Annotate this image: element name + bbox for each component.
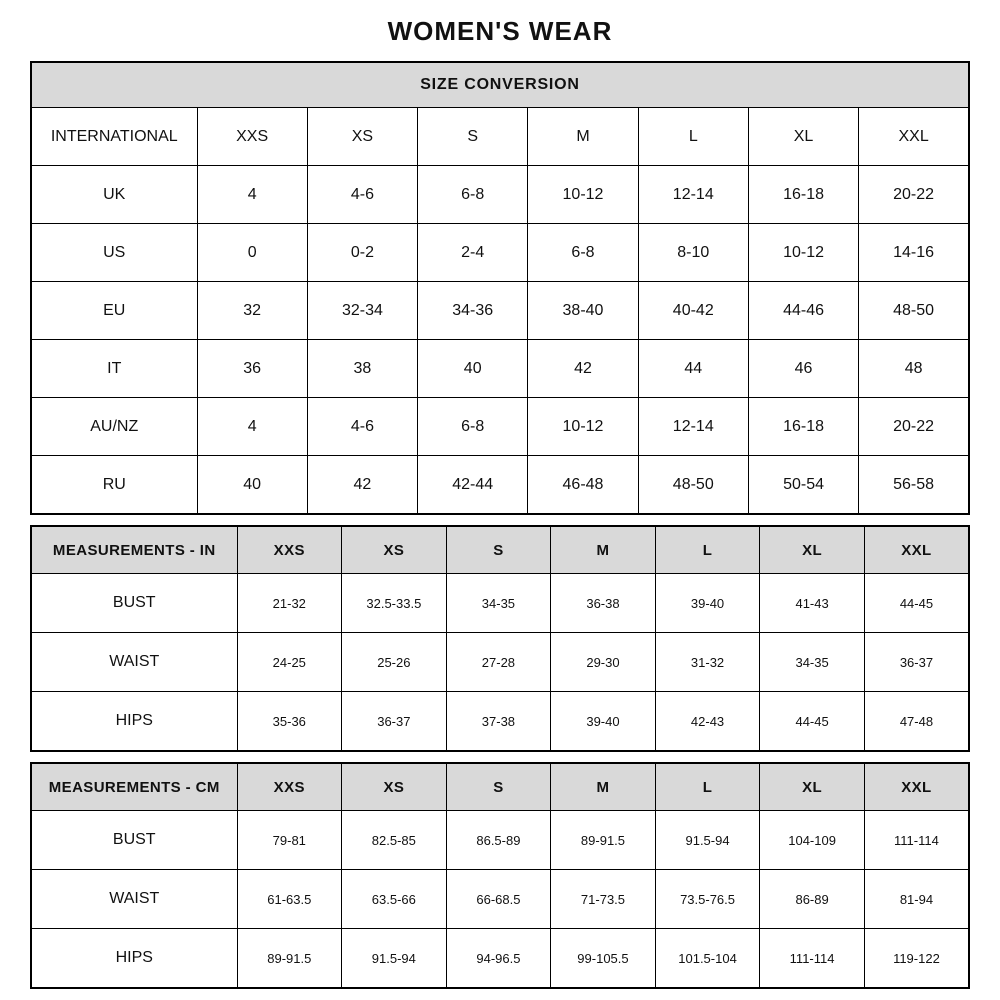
- value-cell: 14-16: [859, 224, 969, 282]
- value-cell: 46: [748, 340, 858, 398]
- value-cell: 37-38: [446, 692, 551, 752]
- value-cell: 48-50: [859, 282, 969, 340]
- value-cell: 2-4: [418, 224, 528, 282]
- value-cell: 34-35: [760, 633, 865, 692]
- value-cell: M: [528, 108, 638, 166]
- measurements-cm-table: [30, 762, 970, 989]
- value-cell: 86.5-89: [446, 811, 551, 870]
- value-cell: 94-96.5: [446, 929, 551, 989]
- value-cell: XXS: [197, 108, 307, 166]
- value-cell: 99-105.5: [551, 929, 656, 989]
- value-cell: 104-109: [760, 811, 865, 870]
- value-cell: XS: [307, 108, 417, 166]
- size-conversion-title: SIZE CONVERSION: [31, 62, 969, 108]
- size-col-header: M: [551, 526, 656, 574]
- value-cell: 32: [197, 282, 307, 340]
- value-cell: 119-122: [864, 929, 969, 989]
- page-title: WOMEN'S WEAR: [387, 16, 613, 46]
- table-row: [31, 633, 969, 692]
- table-row: [31, 108, 969, 166]
- value-cell: 16-18: [748, 166, 858, 224]
- value-cell: 20-22: [859, 166, 969, 224]
- value-cell: 25-26: [342, 633, 447, 692]
- row-label: HIPS: [31, 929, 237, 989]
- row-label: HIPS: [31, 692, 237, 752]
- value-cell: 38: [307, 340, 417, 398]
- value-cell: 36-37: [864, 633, 969, 692]
- value-cell: 42: [307, 456, 417, 515]
- value-cell: 44-45: [760, 692, 865, 752]
- value-cell: 4-6: [307, 166, 417, 224]
- row-label: UK: [31, 166, 197, 224]
- value-cell: 10-12: [528, 398, 638, 456]
- value-cell: 31-32: [655, 633, 760, 692]
- value-cell: 48-50: [638, 456, 748, 515]
- row-label: US: [31, 224, 197, 282]
- row-label: INTERNATIONAL: [31, 108, 197, 166]
- size-col-header: XXS: [237, 526, 342, 574]
- value-cell: 71-73.5: [551, 870, 656, 929]
- value-cell: 12-14: [638, 398, 748, 456]
- measurements-in-title: MEASUREMENTS - IN: [31, 526, 237, 574]
- value-cell: 73.5-76.5: [655, 870, 760, 929]
- value-cell: XL: [748, 108, 858, 166]
- value-cell: 36-37: [342, 692, 447, 752]
- value-cell: 8-10: [638, 224, 748, 282]
- row-label: RU: [31, 456, 197, 515]
- value-cell: 21-32: [237, 574, 342, 633]
- table-row: [31, 166, 969, 224]
- value-cell: 50-54: [748, 456, 858, 515]
- value-cell: 6-8: [528, 224, 638, 282]
- value-cell: 41-43: [760, 574, 865, 633]
- row-label: EU: [31, 282, 197, 340]
- value-cell: 0-2: [307, 224, 417, 282]
- value-cell: 82.5-85: [342, 811, 447, 870]
- table-gap: [30, 752, 970, 762]
- measurements-cm-body: [31, 811, 969, 989]
- value-cell: 6-8: [418, 166, 528, 224]
- value-cell: 61-63.5: [237, 870, 342, 929]
- value-cell: 40: [197, 456, 307, 515]
- value-cell: 44-45: [864, 574, 969, 633]
- value-cell: 4: [197, 166, 307, 224]
- size-conversion-table: [30, 61, 970, 515]
- value-cell: 46-48: [528, 456, 638, 515]
- value-cell: 10-12: [528, 166, 638, 224]
- value-cell: 91.5-94: [342, 929, 447, 989]
- table-row: [31, 398, 969, 456]
- table-row: [31, 929, 969, 989]
- value-cell: 40-42: [638, 282, 748, 340]
- table-gap: [30, 515, 970, 525]
- measurements-in-table: [30, 525, 970, 752]
- value-cell: 34-35: [446, 574, 551, 633]
- table-row: [31, 340, 969, 398]
- table-row: [31, 692, 969, 752]
- size-col-header: XL: [760, 763, 865, 811]
- size-col-header: XXS: [237, 763, 342, 811]
- value-cell: 89-91.5: [237, 929, 342, 989]
- value-cell: 0: [197, 224, 307, 282]
- value-cell: 63.5-66: [342, 870, 447, 929]
- value-cell: 4: [197, 398, 307, 456]
- value-cell: 24-25: [237, 633, 342, 692]
- value-cell: S: [418, 108, 528, 166]
- size-col-header: S: [446, 526, 551, 574]
- value-cell: 40: [418, 340, 528, 398]
- value-cell: 47-48: [864, 692, 969, 752]
- size-col-header: XXL: [864, 526, 969, 574]
- value-cell: 44-46: [748, 282, 858, 340]
- value-cell: L: [638, 108, 748, 166]
- value-cell: 16-18: [748, 398, 858, 456]
- value-cell: 29-30: [551, 633, 656, 692]
- size-col-header: XS: [342, 526, 447, 574]
- value-cell: 39-40: [551, 692, 656, 752]
- size-col-header: M: [551, 763, 656, 811]
- row-label: AU/NZ: [31, 398, 197, 456]
- value-cell: 32.5-33.5: [342, 574, 447, 633]
- table-row: [31, 456, 969, 515]
- table-row: [31, 574, 969, 633]
- value-cell: 34-36: [418, 282, 528, 340]
- row-label: WAIST: [31, 633, 237, 692]
- value-cell: 38-40: [528, 282, 638, 340]
- value-cell: 20-22: [859, 398, 969, 456]
- size-col-header: XL: [760, 526, 865, 574]
- value-cell: 12-14: [638, 166, 748, 224]
- size-col-header: L: [655, 763, 760, 811]
- value-cell: 86-89: [760, 870, 865, 929]
- table-row: [31, 224, 969, 282]
- value-cell: 79-81: [237, 811, 342, 870]
- table-row: [31, 811, 969, 870]
- value-cell: 35-36: [237, 692, 342, 752]
- value-cell: 32-34: [307, 282, 417, 340]
- table-row: [31, 870, 969, 929]
- value-cell: 42-44: [418, 456, 528, 515]
- value-cell: 91.5-94: [655, 811, 760, 870]
- value-cell: 27-28: [446, 633, 551, 692]
- size-col-header: XS: [342, 763, 447, 811]
- size-col-header: S: [446, 763, 551, 811]
- value-cell: 66-68.5: [446, 870, 551, 929]
- size-conversion-body: [31, 108, 969, 515]
- measurements-cm-title: MEASUREMENTS - CM: [31, 763, 237, 811]
- value-cell: XXL: [859, 108, 969, 166]
- value-cell: 42: [528, 340, 638, 398]
- row-label: BUST: [31, 811, 237, 870]
- value-cell: 44: [638, 340, 748, 398]
- value-cell: 36: [197, 340, 307, 398]
- size-conversion-banner-row: [31, 62, 969, 108]
- value-cell: 81-94: [864, 870, 969, 929]
- row-label: WAIST: [31, 870, 237, 929]
- row-label: BUST: [31, 574, 237, 633]
- value-cell: 36-38: [551, 574, 656, 633]
- value-cell: 111-114: [864, 811, 969, 870]
- table-row: [31, 282, 969, 340]
- value-cell: 101.5-104: [655, 929, 760, 989]
- value-cell: 10-12: [748, 224, 858, 282]
- value-cell: 89-91.5: [551, 811, 656, 870]
- value-cell: 42-43: [655, 692, 760, 752]
- measurements-in-header-row: [31, 526, 969, 574]
- value-cell: 111-114: [760, 929, 865, 989]
- value-cell: 48: [859, 340, 969, 398]
- size-col-header: XXL: [864, 763, 969, 811]
- value-cell: 4-6: [307, 398, 417, 456]
- measurements-cm-header-row: [31, 763, 969, 811]
- value-cell: 6-8: [418, 398, 528, 456]
- measurements-in-body: [31, 574, 969, 752]
- row-label: IT: [31, 340, 197, 398]
- value-cell: 39-40: [655, 574, 760, 633]
- value-cell: 56-58: [859, 456, 969, 515]
- size-col-header: L: [655, 526, 760, 574]
